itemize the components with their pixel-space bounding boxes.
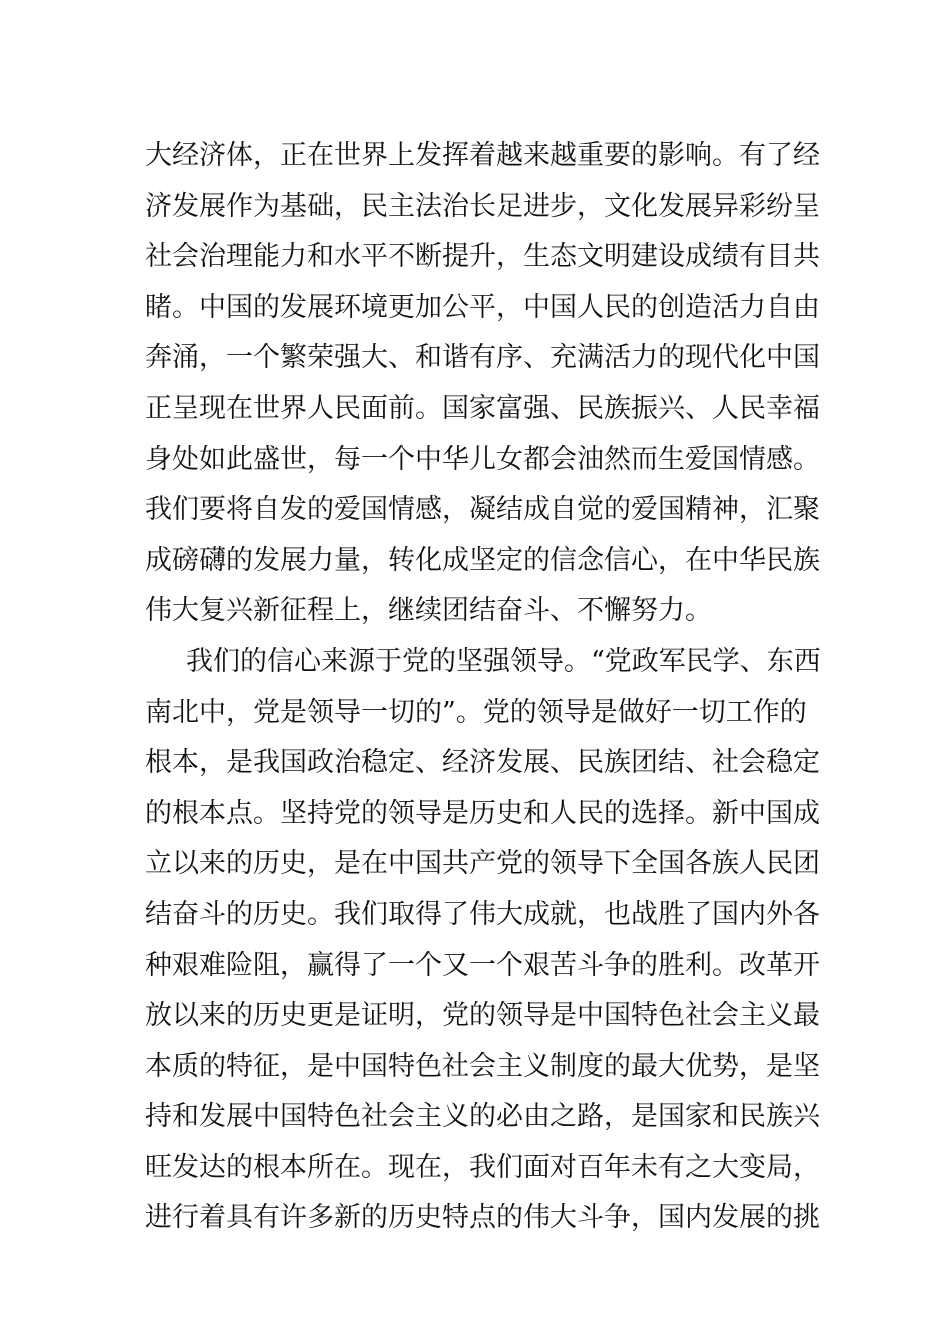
text-line: 南北中，党是领导一切的”。党的领导是做好一切工作的 [145,696,807,728]
text-line: 奔涌，一个繁荣强大、和谐有序、充满活力的现代化中国 [145,342,820,374]
text-line: 进行着具有许多新的历史特点的伟大斗争，国内发展的挑 [145,1202,820,1234]
text-line: 正呈现在世界人民面前。国家富强、民族振兴、人民幸福 [145,392,820,424]
text-line: 睹。中国的发展环境更加公平，中国人民的创造活力自由 [145,291,820,323]
text-line: 本质的特征，是中国特色社会主义制度的最大优势，是坚 [145,1050,820,1082]
text-line: 身处如此盛世，每一个中华儿女都会油然而生爱国情感。 [145,443,820,475]
text-line: 济发展作为基础，民主法治长足进步，文化发展异彩纷呈 [145,190,820,222]
text-line: 立以来的历史，是在中国共产党的领导下全国各族人民团 [145,848,820,880]
text-line: 持和发展中国特色社会主义的必由之路，是国家和民族兴 [145,1101,820,1133]
text-line: 根本，是我国政治稳定、经济发展、民族团结、社会稳定 [145,747,820,779]
body-text [145,131,821,1244]
text-line: 放以来的历史更是证明，党的领导是中国特色社会主义最 [145,1000,820,1032]
paragraph-start-line: 我们的信心来源于党的坚强领导。“党政军民学、东西 [186,645,821,677]
text-line: 的根本点。坚持党的领导是历史和人民的选择。新中国成 [145,797,820,829]
text-line: 结奋斗的历史。我们取得了伟大成就，也战胜了国内外各 [145,898,820,930]
text-line: 大经济体，正在世界上发挥着越来越重要的影响。有了经 [145,140,820,171]
text-line: 种艰难险阻，赢得了一个又一个艰苦斗争的胜利。改革开 [145,949,820,981]
text-line: 我们要将自发的爱国情感，凝结成自觉的爱国精神，汇聚 [145,494,820,526]
text-line: 旺发达的根本所在。现在，我们面对百年未有之大变局， [145,1151,820,1183]
text-line: 成磅礴的发展力量，转化成坚定的信念信心，在中华民族 [145,544,820,576]
text-line: 伟大复兴新征程上，继续团结奋斗、不懈努力。 [145,595,712,627]
text-line: 社会治理能力和水平不断提升，生态文明建设成绩有目共 [145,241,820,273]
